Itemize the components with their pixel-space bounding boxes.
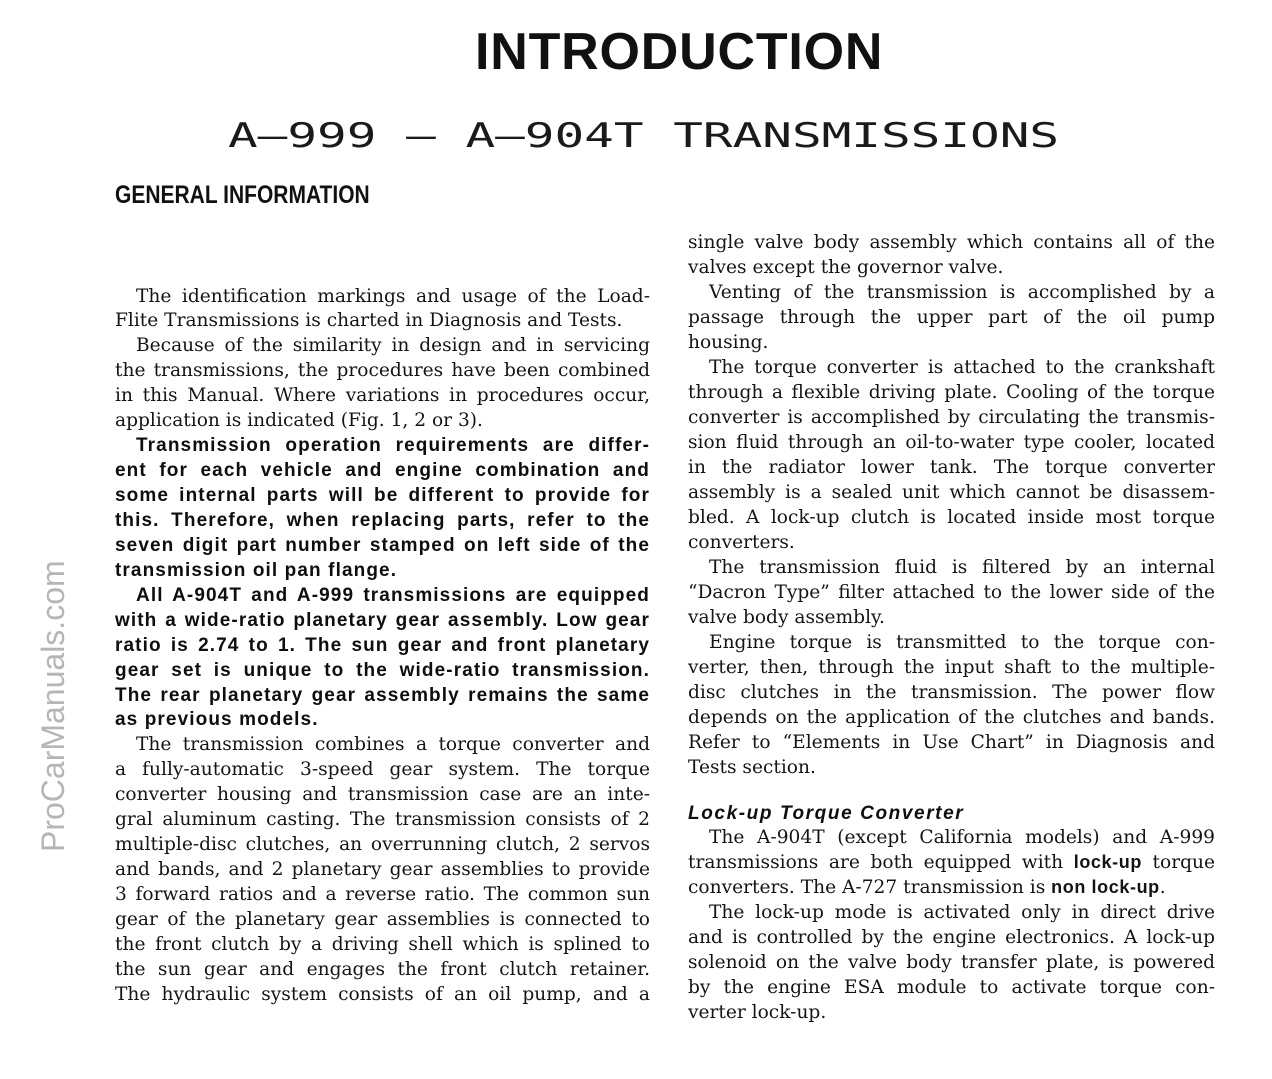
subheading xyxy=(688,803,1215,825)
text-line: the front clutch by a driving shell which is splined to xyxy=(115,933,650,955)
text-line: seven digit part number stamped on left side of the xyxy=(115,534,650,556)
paragraph xyxy=(688,630,1215,780)
text-line xyxy=(688,850,1215,875)
watermark xyxy=(34,552,72,852)
text-line: Lock-up Torque Converter xyxy=(688,802,965,824)
text-line: valve body assembly. xyxy=(688,607,885,629)
text-line: Engine torque is transmitted to the torque con- xyxy=(709,632,1215,654)
right-column xyxy=(688,230,1215,1025)
text-line: as previous models. xyxy=(115,709,319,731)
emphasis-paragraph xyxy=(115,434,650,584)
text-line: Tests section. xyxy=(688,757,816,779)
text-line: Venting of the transmission is accomplished by a xyxy=(709,281,1215,303)
text-line: Refer to “Elements in Use Chart” in Diagnosis and xyxy=(688,732,1215,754)
text-segment: torque xyxy=(1141,851,1215,873)
text-segment: converters. The A-727 transmission is xyxy=(688,876,1052,898)
text-line: single valve body assembly which contains all of the xyxy=(688,231,1215,253)
text-line: verter lock-up. xyxy=(688,1001,827,1023)
paragraph xyxy=(688,280,1215,355)
text-line: gear of the planetary gear assemblies is connected to xyxy=(115,908,650,930)
text-line: a fully-automatic 3-speed gear system. The torque xyxy=(115,759,650,781)
text-line: converter housing and transmission case are an inte- xyxy=(115,784,650,806)
section-heading: GENERAL INFORMATION xyxy=(115,181,370,209)
paragraph xyxy=(688,825,1215,900)
text-line: gral aluminum casting. The transmission consists of 2 xyxy=(115,809,650,831)
bold-text: non lock-up xyxy=(1051,876,1160,897)
page-subtitle: A–999 – A–904T TRANSMISSIONS xyxy=(228,116,1060,156)
text-line: converter is accomplished by circulating the transmis- xyxy=(688,406,1215,428)
bold-text: lock-up xyxy=(1073,851,1142,872)
text-line: by the engine ESA module to activate torque con- xyxy=(688,976,1215,998)
text-line: this. Therefore, when replacing parts, refer to the xyxy=(115,509,650,531)
page-title: INTRODUCTION xyxy=(475,23,884,81)
watermark-text: ProCarManuals.com xyxy=(35,560,71,852)
text-line: in the radiator lower tank. The torque converter xyxy=(688,456,1215,478)
text-segment: . xyxy=(1159,876,1166,898)
text-line: and bands, and 2 planetary gear assemblies to provide xyxy=(115,859,650,881)
text-line: housing. xyxy=(688,331,769,353)
text-line: some internal parts will be different to provide for xyxy=(115,485,650,506)
text-line: ent for each vehicle and engine combination and xyxy=(115,460,650,482)
text-line: The hydraulic system consists of an oil pump, and a xyxy=(115,983,650,1005)
text-line: the sun gear and engages the front clutch retainer. xyxy=(115,958,650,980)
text-line: and is controlled by the engine electronics. A lock-up xyxy=(688,926,1215,948)
text-segment: transmissions are both equipped with xyxy=(688,851,1074,873)
paragraph xyxy=(115,334,650,434)
text-line: converters. xyxy=(688,532,795,554)
text-line: Transmission operation requirements are differ- xyxy=(136,435,650,457)
text-line: 3 forward ratios and a reverse ratio. The common sun xyxy=(115,884,650,905)
text-line: ratio is 2.74 to 1. The sun gear and front planetary xyxy=(115,634,650,656)
text-line: disc clutches in the transmission. The power flow xyxy=(688,682,1215,704)
text-line: All A-904T and A-999 transmissions are equipped xyxy=(136,584,650,606)
text-line: transmission oil pan flange. xyxy=(115,559,398,581)
text-line xyxy=(688,875,1215,900)
paragraph xyxy=(115,733,650,1007)
text-line: depends on the application of the clutches and bands. xyxy=(688,707,1215,729)
paragraph xyxy=(115,285,650,335)
paragraph xyxy=(688,230,1215,280)
paragraph xyxy=(688,555,1215,630)
text-line: bled. A lock-up clutch is located inside most torque xyxy=(688,507,1215,529)
text-line: Because of the similarity in design and in servicing xyxy=(136,335,650,357)
text-line: assembly is a sealed unit which cannot be disassem- xyxy=(688,481,1215,503)
text-line: The lock-up mode is activated only in direct drive xyxy=(709,901,1215,923)
text-line: The rear planetary gear assembly remains the same xyxy=(115,684,650,706)
text-line: through a flexible driving plate. Cooling of the torque xyxy=(688,381,1215,403)
paragraph xyxy=(688,355,1215,555)
text-line: solenoid on the valve body transfer plate, is powered xyxy=(688,951,1215,973)
text-line: multiple-disc clutches, an overrunning clutch, 2 servos xyxy=(115,834,650,856)
text-line: The torque converter is attached to the crankshaft xyxy=(709,356,1215,378)
text-line: Flite Transmissions is charted in Diagnosis and Tests. xyxy=(115,310,623,332)
text-line: with a wide-ratio planetary gear assembly. Low gear xyxy=(115,609,650,631)
left-column xyxy=(115,285,650,1008)
text-line: The transmission fluid is filtered by an internal xyxy=(709,557,1215,579)
paragraph xyxy=(688,900,1215,1025)
text-line: sion fluid through an oil-to-water type cooler, located xyxy=(688,431,1215,453)
text-line: application is indicated (Fig. 1, 2 or 3). xyxy=(115,410,483,432)
text-line: The identification markings and usage of the Load- xyxy=(136,285,650,307)
text-line: valves except the governor valve. xyxy=(688,256,1004,278)
text-line: the transmissions, the procedures have been combined xyxy=(115,360,650,382)
text-line: passage through the upper part of the oil pump xyxy=(688,306,1215,328)
text-line: in this Manual. Where variations in procedures occur, xyxy=(115,385,650,407)
text-line: “Dacron Type” filter attached to the lower side of the xyxy=(688,582,1215,604)
text-line: gear set is unique to the wide-ratio transmission. xyxy=(115,659,650,681)
text-line: verter, then, through the input shaft to the multiple- xyxy=(688,657,1215,679)
text-line: The A-904T (except California models) and A-999 xyxy=(709,826,1215,848)
text-line: The transmission combines a torque converter and xyxy=(136,734,650,756)
emphasis-paragraph xyxy=(115,584,650,734)
